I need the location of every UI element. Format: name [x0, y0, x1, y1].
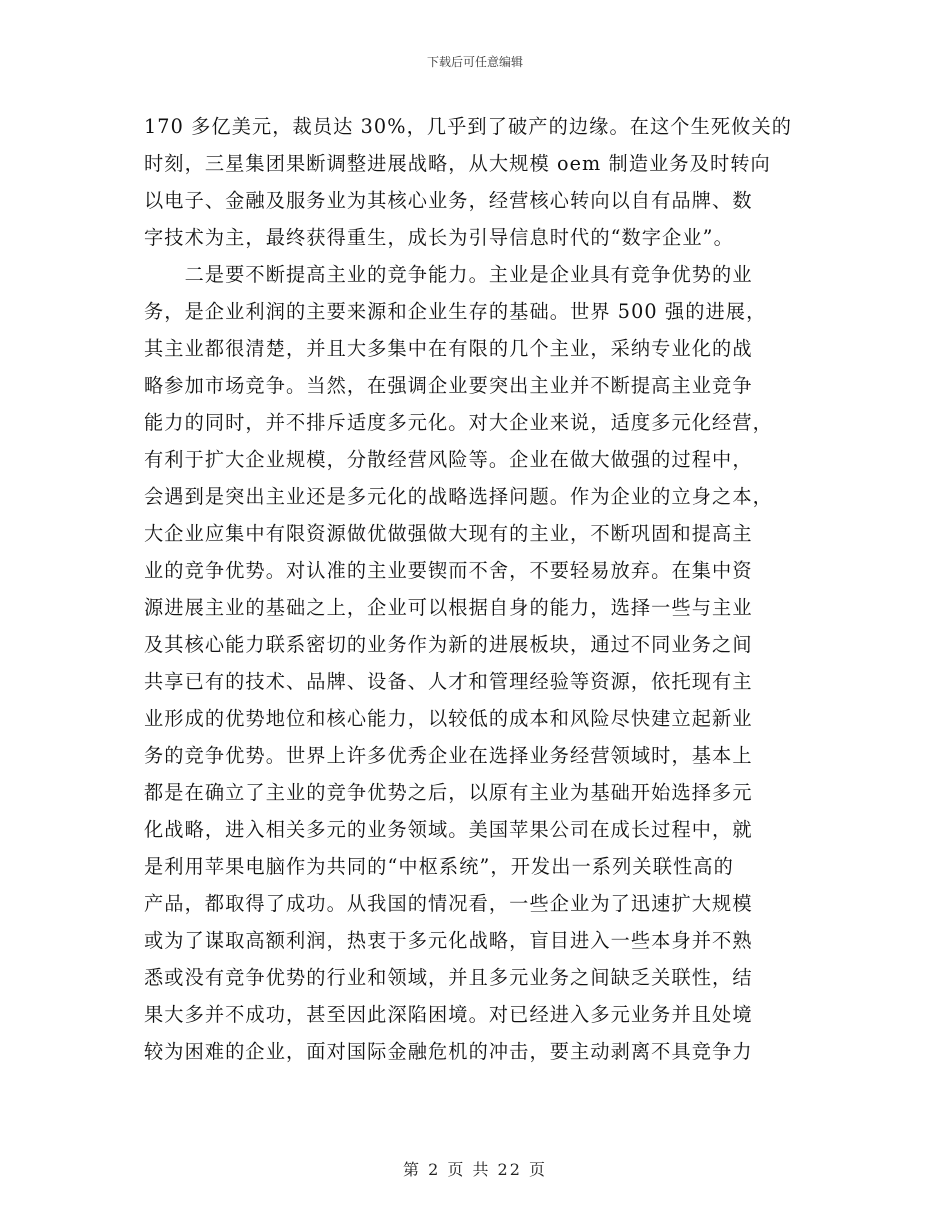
text-line: 会遇到是突出主业还是多元化的战略选择问题。作为企业的立身之本， — [144, 485, 773, 508]
text-line: 源进展主业的基础之上，企业可以根据自身的能力，选择一些与主业 — [144, 596, 753, 619]
text-line: 务的竞争优势。世界上许多优秀企业在选择业务经营领域时，基本上 — [144, 744, 753, 767]
text-line: 业的竞争优势。对认准的主业要锲而不舍，不要轻易放弃。在集中资 — [144, 559, 753, 582]
text-line: 以电子、金融及服务业为其核心业务，经营核心转向以自有品牌、数 — [144, 189, 753, 212]
text-line: 较为困难的企业，面对国际金融危机的冲击，要主动剥离不具竞争力 — [144, 1040, 753, 1063]
text-line: 都是在确立了主业的竞争优势之后，以原有主业为基础开始选择多元 — [144, 781, 753, 804]
text-line: 及其核心能力联系密切的业务作为新的进展板块，通过不同业务之间 — [144, 633, 753, 656]
text-line: 化战略，进入相关多元的业务领域。美国苹果公司在成长过程中，就 — [144, 818, 753, 841]
document-body — [144, 108, 806, 1070]
page-number-footer: 第 2 页 共 22 页 — [403, 1160, 547, 1179]
text-line: 时刻，三星集团果断调整进展战略，从大规模 oem 制造业务及时转向 — [144, 152, 771, 175]
text-line: 略参加市场竞争。当然，在强调企业要突出主业并不断提高主业竞争 — [144, 374, 753, 397]
text-line: 大企业应集中有限资源做优做强做大现有的主业，不断巩固和提高主 — [144, 522, 753, 545]
page-header: 下载后可任意编辑 — [426, 55, 523, 69]
text-line: 二是要不断提高主业的竞争能力。主业是企业具有竞争优势的业 — [144, 263, 753, 286]
text-line: 果大多并不成功，甚至因此深陷困境。对已经进入多元业务并且处境 — [144, 1003, 753, 1026]
text-line: 共享已有的技术、品牌、设备、人才和管理经验等资源，依托现有主 — [144, 670, 753, 693]
text-line: 是利用苹果电脑作为共同的“中枢系统”，开发出一系列关联性高的 — [144, 855, 734, 878]
text-line: 170 多亿美元，裁员达 30%，几乎到了破产的边缘。在这个生死攸关的 — [144, 115, 793, 138]
text-line: 字技术为主，最终获得重生，成长为引导信息时代的“数字企业”。 — [144, 226, 734, 249]
text-line: 产品，都取得了成功。从我国的情况看，一些企业为了迅速扩大规模 — [144, 892, 753, 915]
text-line: 能力的同时，并不排斥适度多元化。对大企业来说，适度多元化经营， — [144, 411, 773, 434]
text-line: 或为了谋取高额利润，热衷于多元化战略，盲目进入一些本身并不熟 — [144, 929, 753, 952]
text-line: 务，是企业利润的主要来源和企业生存的基础。世界 500 强的进展， — [144, 300, 767, 323]
text-line: 其主业都很清楚，并且大多集中在有限的几个主业，采纳专业化的战 — [144, 337, 753, 360]
text-line: 有利于扩大企业规模，分散经营风险等。企业在做大做强的过程中， — [144, 448, 753, 471]
text-line: 业形成的优势地位和核心能力，以较低的成本和风险尽快建立起新业 — [144, 707, 753, 730]
text-line: 悉或没有竞争优势的行业和领域，并且多元业务之间缺乏关联性，结 — [144, 966, 753, 989]
